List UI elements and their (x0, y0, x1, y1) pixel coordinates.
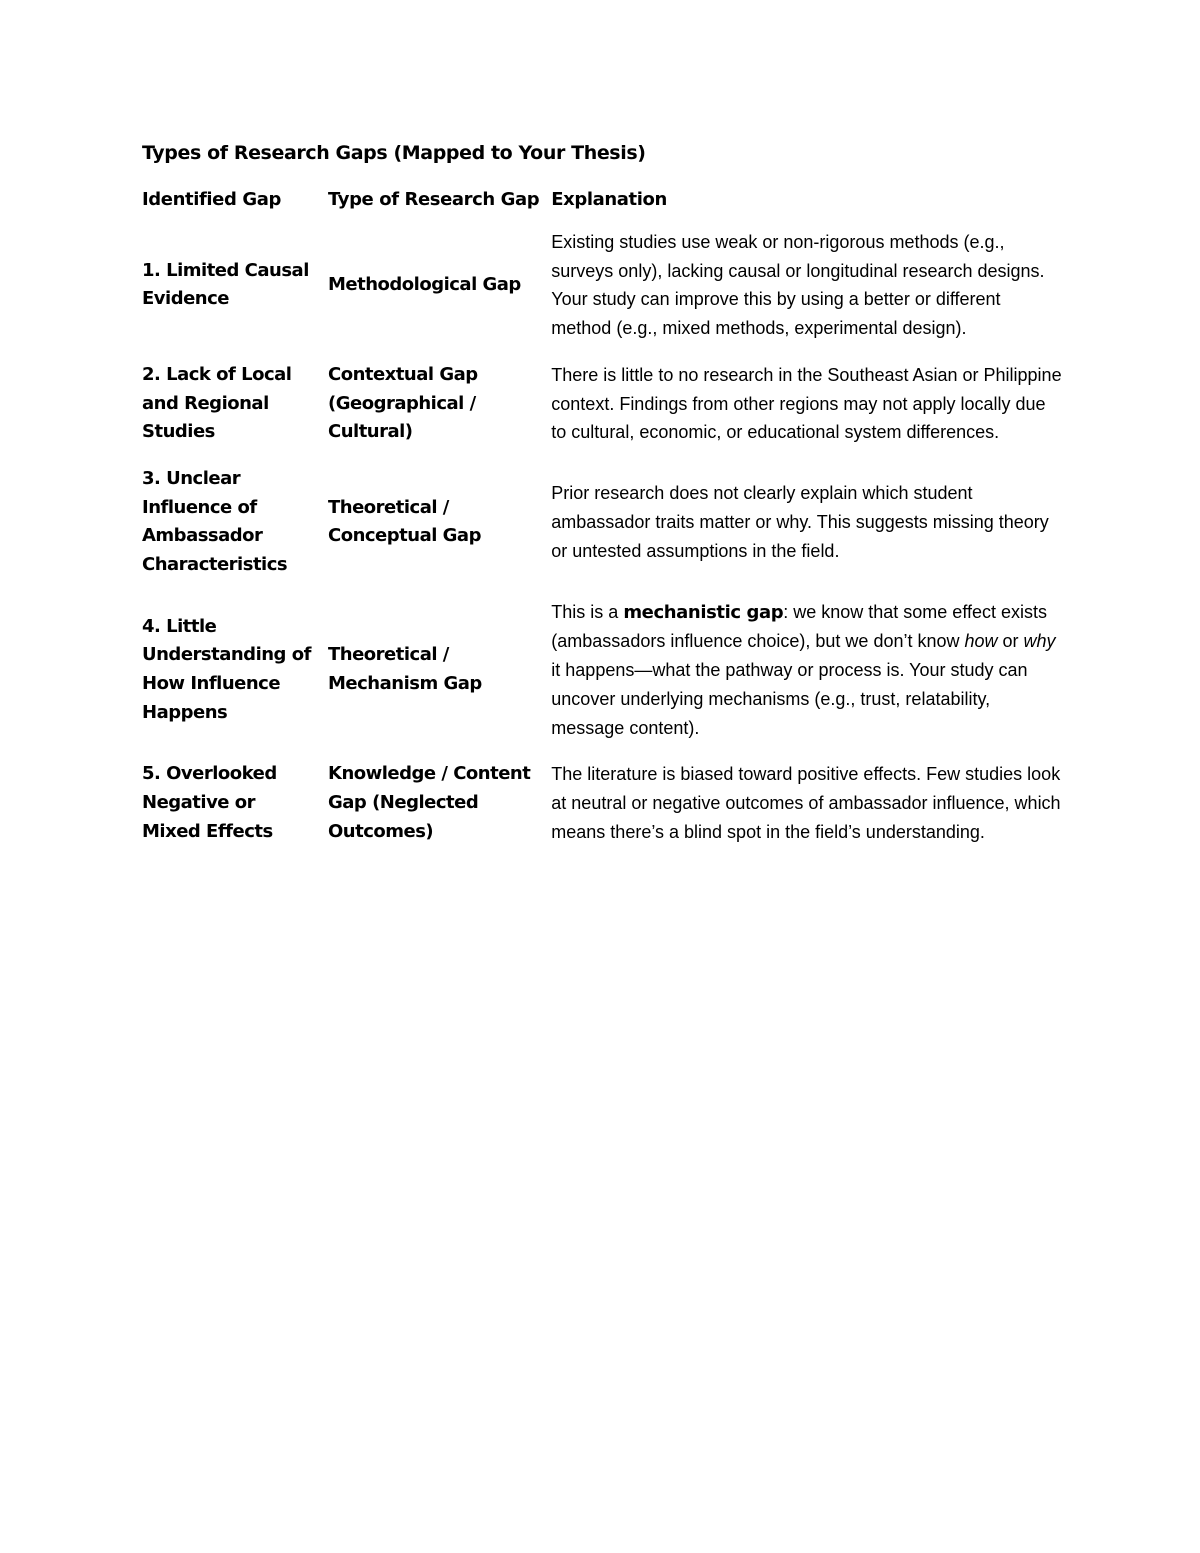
gap-type-cell: Theoretical / Mechanism Gap (328, 644, 482, 694)
gap-type-cell: Knowledge / Content Gap (Neglected Outcomes) (328, 763, 531, 842)
explanation-text: it happens—what the pathway or process is. Your study can uncover underlying mechanisms (e.g., trust, relatability, message content). (551, 660, 1028, 738)
explanation-cell: Prior research does not clearly explain which student ambassador traits matter or why. This suggests missing theory or untested assumptions in the field. (551, 483, 1049, 561)
explanation-cell: The literature is biased toward positive effects. Few studies look at neutral or negative outcomes of ambassador influence, which means there’s a blind spot in the field’s understanding. (551, 764, 1061, 842)
table-row (136, 228, 1071, 361)
gap-type-cell: Theoretical / Conceptual Gap (328, 496, 481, 547)
header-identified-gap: Identified Gap (142, 189, 281, 210)
table-row (136, 465, 1071, 598)
explanation-emphasis: mechanistic gap (623, 601, 784, 623)
explanation-cell: There is little to no research in the Southeast Asian or Philippine context. Findings from other regions may not apply locally due to cultural, economic, or educational system differences. (551, 364, 1062, 443)
identified-gap-cell: 4. Little Understanding of How Influence Happens (142, 615, 311, 723)
gap-type-cell: Methodological Gap (328, 274, 521, 296)
header-gap-type: Type of Research Gap (328, 189, 540, 210)
table-row (136, 361, 1071, 465)
explanation-text: or (997, 631, 1024, 652)
explanation-italic: how (964, 631, 998, 652)
identified-gap-cell: 5. Overlooked Negative or Mixed Effects (142, 763, 277, 842)
table-header-row (136, 186, 1071, 228)
explanation-cell: Existing studies use weak or non-rigorous methods (e.g., surveys only), lacking causal or longitudinal research designs. Your study can improve this by using a better or different method (e.g., mixed methods, experimental design). (551, 232, 1045, 339)
explanation-cell (545, 598, 1071, 761)
identified-gap-cell: 2. Lack of Local and Regional Studies (142, 363, 292, 443)
document-title: Types of Research Gaps (Mapped to Your Thesis) (142, 142, 646, 164)
gap-type-cell: Contextual Gap (Geographical / Cultural) (328, 363, 478, 443)
research-gaps-table (136, 186, 1071, 864)
table-row (136, 760, 1071, 864)
explanation-italic: why (1023, 631, 1056, 652)
explanation-text: This is a (551, 601, 624, 622)
table-row (136, 598, 1071, 761)
explanation-text: : we know that some effect exists (ambassadors influence choice), but we don’t know (551, 601, 1048, 652)
identified-gap-cell: 3. Unclear Influence of Ambassador Characteristics (142, 467, 288, 576)
identified-gap-cell: 1. Limited Causal Evidence (142, 259, 309, 310)
header-explanation: Explanation (551, 189, 667, 210)
